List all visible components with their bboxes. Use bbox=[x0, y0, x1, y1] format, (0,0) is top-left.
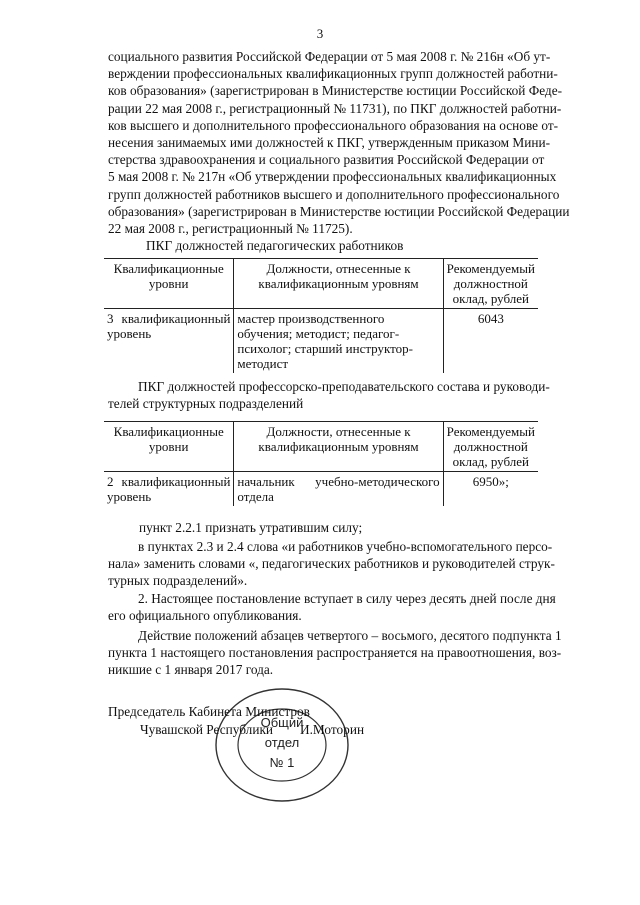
signatory-name: И.Моторин bbox=[300, 722, 365, 737]
header-qualification-levels: Квалификационные уровни bbox=[104, 259, 234, 309]
clause-2 bbox=[108, 590, 556, 624]
header-salary: Рекомендуемый должностной оклад, рублей bbox=[443, 422, 538, 472]
cell-positions: начальник учебно-методического отдела bbox=[234, 472, 443, 507]
intro-line: социального развития Российской Федерации от 5 мая 2008 г. № 216н «Об ут- bbox=[108, 49, 551, 64]
clause-line: Действие положений абзацев четвертого – восьмого, десятого подпункта 1 bbox=[138, 628, 562, 643]
cell-level: 2 квалификационный уровень bbox=[107, 474, 231, 504]
header-salary: Рекомендуемый должностной оклад, рублей bbox=[443, 259, 538, 309]
cell-positions: мастер производственного обучения; методист; педагог-психолог; старший инструктор-методист bbox=[234, 309, 443, 374]
amendment-line: нала» заменить словами «, педагогических работников и руководителей струк- bbox=[108, 556, 555, 572]
clause-line: пункта 1 настоящего постановления распространяется на правоотношения, воз- bbox=[108, 645, 562, 661]
intro-line: рации 22 мая 2008 г., регистрационный № 11731), по ПКГ должностей работни- bbox=[108, 100, 562, 116]
caption-line: ПКГ должностей профессорско-преподавательского состава и руководи- bbox=[138, 379, 550, 394]
table-row bbox=[104, 309, 538, 374]
table-row bbox=[104, 472, 538, 507]
intro-line: групп должностей работников высшего и дополнительного профессионального bbox=[108, 186, 560, 202]
intro-line: 5 мая 2008 г. № 217н «Об утверждении профессиональных квалификационных bbox=[108, 169, 557, 185]
table-header-row bbox=[104, 259, 538, 309]
amendment-2 bbox=[108, 538, 555, 590]
table-header-row bbox=[104, 422, 538, 472]
signature-title-line1: Председатель Кабинета Министров bbox=[108, 704, 310, 719]
stamp-line-3: № 1 bbox=[269, 755, 295, 770]
cell-salary: 6043 bbox=[443, 309, 538, 374]
stamp-line-1: Общий bbox=[260, 715, 304, 730]
table-professors-staff bbox=[104, 421, 538, 506]
header-positions: Должности, отнесенные к квалификационным уровням bbox=[234, 422, 443, 472]
table1-caption: ПКГ должностей педагогических работников bbox=[146, 238, 404, 253]
official-stamp bbox=[212, 685, 352, 805]
clause-line: никшие с 1 января 2017 года. bbox=[108, 662, 274, 678]
intro-line: верждении профессиональных квалификационных групп должностей работни- bbox=[108, 66, 558, 82]
clause-3 bbox=[108, 627, 562, 679]
intro-line: ков высшего и дополнительного профессионального образования на основе от- bbox=[108, 117, 559, 133]
signature-title-line2: Чувашской Республики bbox=[140, 722, 274, 737]
amendment-1: пункт 2.2.1 признать утратившим силу; bbox=[139, 520, 363, 535]
page-number: 3 bbox=[316, 26, 324, 41]
stamp-line-2: отдел bbox=[264, 735, 300, 750]
clause-line: его официального опубликования. bbox=[108, 608, 302, 624]
clause-line: 2. Настоящее постановление вступает в силу через десять дней после дня bbox=[138, 591, 556, 606]
header-qualification-levels: Квалификационные уровни bbox=[104, 422, 234, 472]
amendment-line: в пунктах 2.3 и 2.4 слова «и работников учебно-вспомогательного персо- bbox=[138, 539, 553, 554]
caption-line: телей структурных подразделений bbox=[108, 396, 304, 412]
intro-line: 22 мая 2008 г., регистрационный № 11725). bbox=[108, 221, 353, 237]
table-pedagogical-staff bbox=[104, 258, 538, 373]
intro-line: несения занимаемых ими должностей к ПКГ, утвержденным приказом Мини- bbox=[108, 135, 551, 151]
amendment-line: турных подразделений». bbox=[108, 573, 248, 589]
intro-line: стерства здравоохранения и социального развития Российской Федерации от bbox=[108, 152, 545, 168]
cell-salary: 6950»; bbox=[443, 472, 538, 507]
intro-line: ков образования» (зарегистрирован в Министерстве юстиции Российской Феде- bbox=[108, 83, 563, 99]
cell-level: 3 квалификационный уровень bbox=[107, 311, 231, 341]
header-positions: Должности, отнесенные к квалификационным уровням bbox=[234, 259, 443, 309]
table2-caption bbox=[108, 378, 550, 412]
intro-paragraph bbox=[108, 48, 570, 237]
intro-line: образования» (зарегистрирован в Министерстве юстиции Российской Федерации bbox=[108, 203, 570, 219]
